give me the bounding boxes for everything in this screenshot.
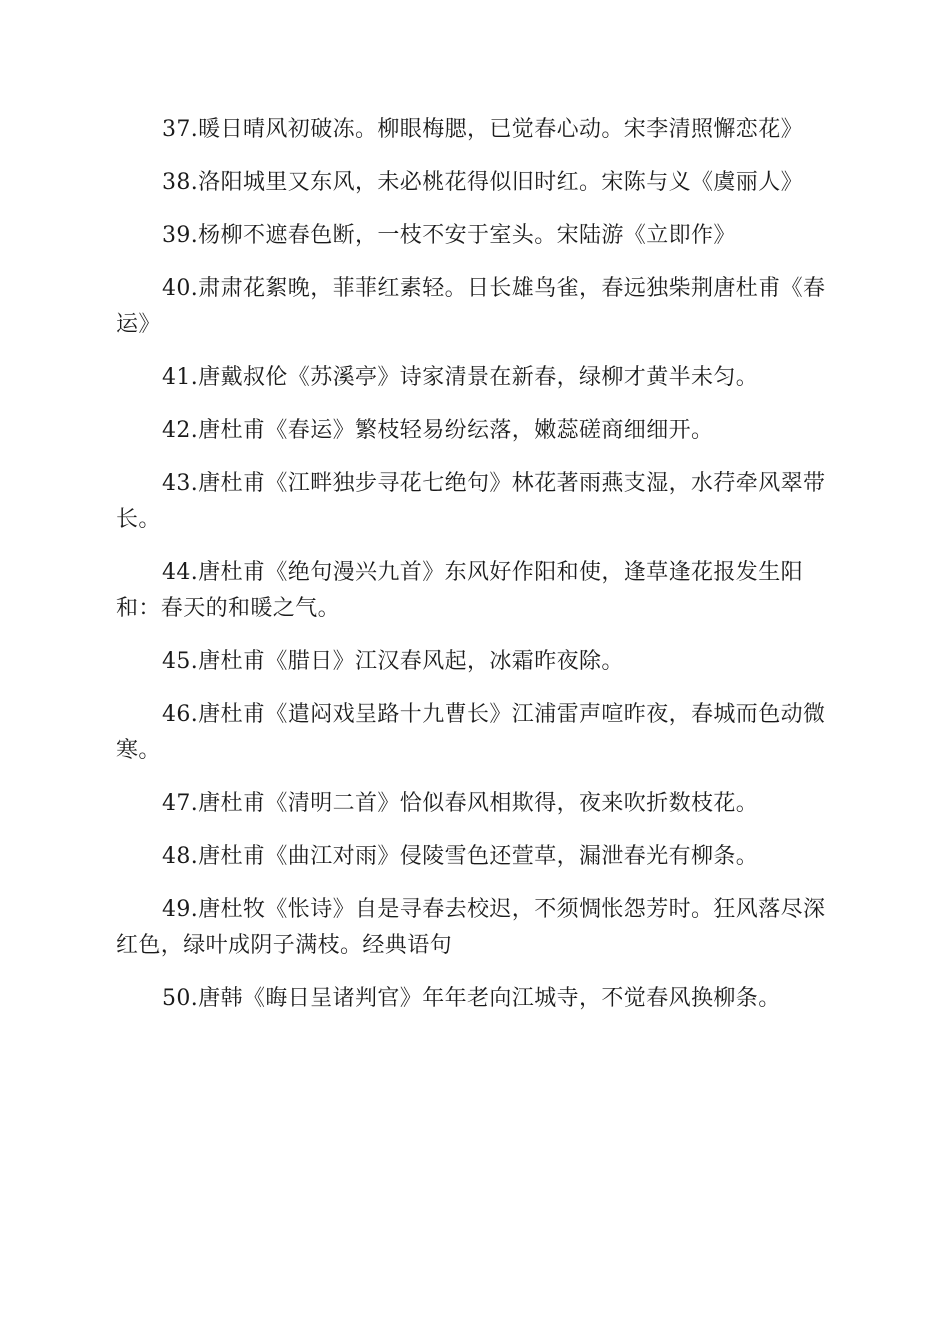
paragraph-42: 42.唐杜甫《春运》繁枝轻易纷纭落，嫩蕊磋商细细开。 [162, 418, 714, 443]
paragraph-38: 38.洛阳城里又东风，未必桃花得似旧时红。宋陈与义《虞丽人》 [162, 170, 803, 195]
paragraph-46: 46.唐杜甫《遣闷戏呈路十九曹长》江浦雷声喧昨夜，春城而色动微寒。 [116, 702, 826, 763]
paragraph-48: 48.唐杜甫《曲江对雨》侵陵雪色还萱草，漏泄春光有柳条。 [162, 844, 759, 869]
paragraph-45: 45.唐杜甫《腊日》江汉春风起，冰霜昨夜除。 [162, 649, 624, 674]
paragraph-37: 37.暖日晴风初破冻。柳眼梅腮，已觉春心动。宋李清照懈恋花》 [162, 117, 803, 142]
paragraph-43: 43.唐杜甫《江畔独步寻花七绝句》林花著雨燕支湿，水荇牵风翠带长。 [116, 471, 826, 532]
paragraph-44: 44.唐杜甫《绝句漫兴九首》东风好作阳和使，逢草逢花报发生阳和：春天的和暖之气。 [116, 560, 803, 621]
paragraph-40: 40.肃肃花絮晚，菲菲红素轻。日长雄鸟雀，春远独柴荆唐杜甫《春运》 [116, 276, 826, 337]
paragraph-47: 47.唐杜甫《清明二首》恰似春风相欺得，夜来吹折数枝花。 [162, 791, 759, 816]
paragraph-39: 39.杨柳不遮春色断，一枝不安于室头。宋陆游《立即作》 [162, 223, 736, 248]
paragraph-49: 49.唐杜牧《怅诗》自是寻春去校迟，不须惆怅怨芳时。狂风落尽深红色，绿叶成阴子满枝。经典语句 [116, 897, 826, 958]
paragraph-50: 50.唐韩《晦日呈诸判官》年年老向江城寺，不觉春风换柳条。 [162, 986, 781, 1011]
poem-list [116, 112, 828, 1034]
paragraph-41: 41.唐戴叔伦《苏溪亭》诗家清景在新春，绿柳才黄半未匀。 [162, 365, 759, 390]
